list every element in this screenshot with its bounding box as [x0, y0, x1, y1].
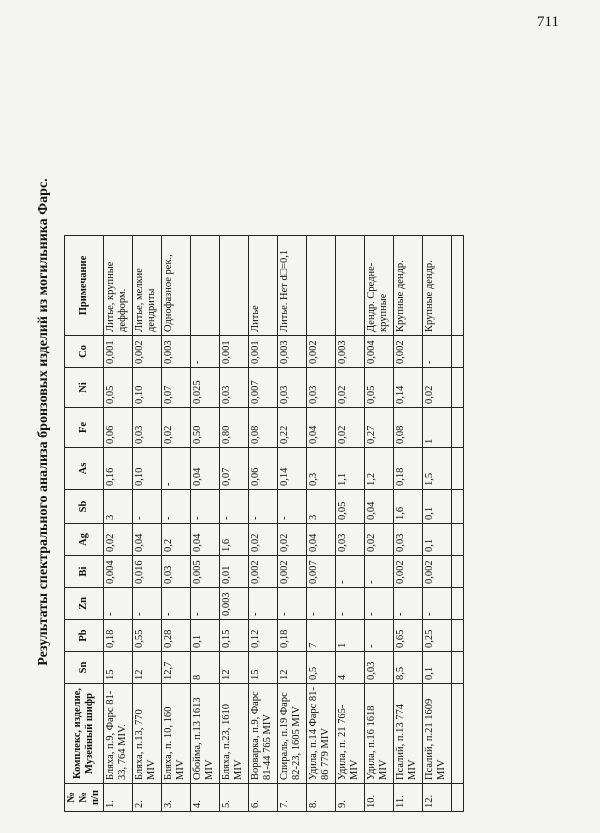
table-cell: -: [162, 490, 191, 524]
table-row: [336, 236, 365, 812]
table-cell: 0,14: [394, 368, 423, 408]
table-cell: 0,02: [249, 524, 278, 556]
table-cell: Ворварка, п.9, Фарс 81-44 765 MIV: [249, 684, 278, 784]
header-cell: Zn: [65, 588, 104, 620]
table-cell: 3: [104, 490, 133, 524]
table-cell: 0,004: [365, 336, 394, 368]
header-cell: Fe: [65, 408, 104, 448]
table-cell: 0,002: [394, 556, 423, 588]
table-cell: 0,003: [278, 336, 307, 368]
table-row: [365, 236, 394, 812]
table-cell: [220, 236, 249, 336]
table-cell: 0,10: [133, 448, 162, 490]
table-cell: -: [336, 588, 365, 620]
table-cell: 0,03: [336, 524, 365, 556]
header-cell: Sb: [65, 490, 104, 524]
table-cell: 7.: [278, 784, 307, 812]
table-cell: 0,04: [365, 490, 394, 524]
table-cell: 0,15: [220, 620, 249, 652]
table-cell: 0,3: [307, 448, 336, 490]
table-cell: 0,08: [394, 408, 423, 448]
empty-cell: [452, 652, 464, 684]
header-cell: №№ п/п: [65, 784, 104, 812]
table-cell: 0,65: [394, 620, 423, 652]
empty-cell: [452, 684, 464, 784]
table-cell: 0,001: [249, 336, 278, 368]
table-cell: 0,04: [307, 524, 336, 556]
table-cell: 9.: [336, 784, 365, 812]
table-row: [220, 236, 249, 812]
table-row: [191, 236, 220, 812]
table-cell: -: [133, 490, 162, 524]
table-cell: 0,003: [162, 336, 191, 368]
table-cell: 0,12: [249, 620, 278, 652]
table-row: [278, 236, 307, 812]
table-row: [394, 236, 423, 812]
empty-cell: [452, 490, 464, 524]
table-cell: Литье. Нет d□=0,1: [278, 236, 307, 336]
table-cell: 0,22: [278, 408, 307, 448]
table-cell: 1,2: [365, 448, 394, 490]
table-cell: 0,80: [220, 408, 249, 448]
table-cell: -: [104, 588, 133, 620]
table-cell: 0,02: [104, 524, 133, 556]
table-cell: 8,5: [394, 652, 423, 684]
table-cell: -: [162, 448, 191, 490]
table-cell: 0,28: [162, 620, 191, 652]
table-cell: 0,003: [336, 336, 365, 368]
table-cell: Бляха, п.23, 1610 MIV: [220, 684, 249, 784]
table-cell: 0,01: [220, 556, 249, 588]
table-cell: -: [394, 588, 423, 620]
table-cell: Псалий, п.21 1609 MIV: [423, 684, 452, 784]
table-cell: 0,04: [307, 408, 336, 448]
table-cell: -: [191, 588, 220, 620]
table-cell: -: [278, 490, 307, 524]
table-cell: 0,07: [162, 368, 191, 408]
table-cell: 0,04: [133, 524, 162, 556]
table-cell: Бляха, п. 10, 160 MIV: [162, 684, 191, 784]
table-cell: 0,55: [133, 620, 162, 652]
table-title: Результаты спектрального анализа бронзовых изделий из могильника Фарс.: [36, 178, 51, 666]
table-cell: 0,2: [162, 524, 191, 556]
table-cell: 1: [336, 620, 365, 652]
table-cell: 0,001: [220, 336, 249, 368]
table-cell: 11.: [394, 784, 423, 812]
table-cell: 15: [249, 652, 278, 684]
table-cell: 8: [191, 652, 220, 684]
header-cell: Pb: [65, 620, 104, 652]
table-cell: 0,1: [423, 490, 452, 524]
table-cell: 0,14: [278, 448, 307, 490]
empty-cell: [452, 556, 464, 588]
table-cell: 0,02: [336, 368, 365, 408]
table-cell: -: [162, 588, 191, 620]
header-cell: Ag: [65, 524, 104, 556]
table-cell: 0,003: [220, 588, 249, 620]
table-cell: 0,007: [307, 556, 336, 588]
table-cell: 0,1: [191, 620, 220, 652]
table-cell: 0,08: [249, 408, 278, 448]
table-cell: 2.: [133, 784, 162, 812]
table-cell: [307, 236, 336, 336]
table-cell: 0,04: [191, 448, 220, 490]
table-cell: 0,02: [365, 524, 394, 556]
table-cell: Дендр. Средне-крупные: [365, 236, 394, 336]
table-cell: Обойма, п.13 1613 MIV: [191, 684, 220, 784]
empty-cell: [452, 784, 464, 812]
table-cell: 0,02: [162, 408, 191, 448]
table-cell: 0,5: [307, 652, 336, 684]
table-cell: [191, 236, 220, 336]
table-cell: -: [423, 336, 452, 368]
table-cell: 0,03: [162, 556, 191, 588]
table-cell: 0,02: [423, 368, 452, 408]
table-cell: 10.: [365, 784, 394, 812]
table-cell: 0,004: [104, 556, 133, 588]
spectral-analysis-table: [64, 235, 464, 812]
table-cell: -: [278, 588, 307, 620]
table-cell: -: [365, 588, 394, 620]
table-cell: 0,016: [133, 556, 162, 588]
table-cell: 0,04: [191, 524, 220, 556]
table-cell: 1: [423, 408, 452, 448]
table-cell: 0,10: [133, 368, 162, 408]
table-cell: 5.: [220, 784, 249, 812]
table-row: [133, 236, 162, 812]
table-cell: Литье: [249, 236, 278, 336]
table-row: [423, 236, 452, 812]
table-cell: Однофазное рек.,: [162, 236, 191, 336]
table-cell: 6.: [249, 784, 278, 812]
header-cell: Sn: [65, 652, 104, 684]
table-cell: 0,18: [394, 448, 423, 490]
table-cell: Бляха, п.13, 770 MIV: [133, 684, 162, 784]
table-cell: Литье, мелкие дендриты: [133, 236, 162, 336]
table-cell: 0,03: [278, 368, 307, 408]
table-cell: 1,5: [423, 448, 452, 490]
table-cell: -: [336, 556, 365, 588]
table-cell: -: [191, 336, 220, 368]
table-cell: -: [365, 620, 394, 652]
page-content: [20, 22, 500, 822]
table-cell: 3: [307, 490, 336, 524]
table-cell: 0,03: [394, 524, 423, 556]
table-row: [307, 236, 336, 812]
table-cell: 0,1: [423, 524, 452, 556]
table-row: [104, 236, 133, 812]
empty-cell: [452, 336, 464, 368]
table-cell: 0,002: [423, 556, 452, 588]
table-cell: 0,1: [423, 652, 452, 684]
table-cell: 1,1: [336, 448, 365, 490]
table-cell: 0,025: [191, 368, 220, 408]
header-cell: Примечание: [65, 236, 104, 336]
table-cell: 0,002: [394, 336, 423, 368]
table-cell: 1,6: [394, 490, 423, 524]
table-cell: Спираль, п.19 Фарс 82-23, 1605 MIV: [278, 684, 307, 784]
table-cell: Крупные дендр.: [423, 236, 452, 336]
table-cell: 15: [104, 652, 133, 684]
empty-cell: [452, 408, 464, 448]
table-cell: Удила, п. 21 765-MIV: [336, 684, 365, 784]
table-cell: 0,002: [249, 556, 278, 588]
table-cell: 0,002: [278, 556, 307, 588]
table-cell: -: [133, 588, 162, 620]
table-cell: 12: [278, 652, 307, 684]
table-cell: 8.: [307, 784, 336, 812]
table-header-row: [65, 236, 104, 812]
empty-table-row: [452, 236, 464, 812]
table-cell: 0,005: [191, 556, 220, 588]
table-cell: 0,03: [365, 652, 394, 684]
table-cell: Удила, п.14 Фарс 81-86 779 MIV: [307, 684, 336, 784]
table-cell: 4: [336, 652, 365, 684]
table-row: [249, 236, 278, 812]
table-cell: 0,03: [307, 368, 336, 408]
table-cell: 4.: [191, 784, 220, 812]
table-cell: -: [365, 556, 394, 588]
table-cell: 0,27: [365, 408, 394, 448]
table-cell: Удила, п.16 1618 MIV: [365, 684, 394, 784]
table-cell: 0,002: [133, 336, 162, 368]
table-body: [104, 236, 464, 812]
table-cell: 0,03: [133, 408, 162, 448]
empty-cell: [452, 368, 464, 408]
table-cell: Литье, крупные дефформ.: [104, 236, 133, 336]
header-cell: Co: [65, 336, 104, 368]
header-cell: Bi: [65, 556, 104, 588]
table-cell: 0,002: [307, 336, 336, 368]
table-cell: 0,02: [336, 408, 365, 448]
table-cell: 0,03: [220, 368, 249, 408]
table-cell: Крупные дендр.: [394, 236, 423, 336]
table-cell: -: [249, 490, 278, 524]
table-cell: 12: [133, 652, 162, 684]
header-cell: Комплекс, изделие, Музейный шифр: [65, 684, 104, 784]
table-cell: 0,16: [104, 448, 133, 490]
table-cell: 0,06: [249, 448, 278, 490]
header-cell: Ni: [65, 368, 104, 408]
table-cell: 12: [220, 652, 249, 684]
empty-cell: [452, 588, 464, 620]
table-cell: 0,02: [278, 524, 307, 556]
table-cell: 0,50: [191, 408, 220, 448]
table-row: [162, 236, 191, 812]
table-cell: 12,7: [162, 652, 191, 684]
table-cell: 0,001: [104, 336, 133, 368]
table-cell: -: [423, 588, 452, 620]
table-cell: 1.: [104, 784, 133, 812]
table-cell: -: [307, 588, 336, 620]
table-cell: Бляха, п.9, Фарс 81-33, 764 MIV.: [104, 684, 133, 784]
table-cell: 0,05: [336, 490, 365, 524]
empty-cell: [452, 236, 464, 336]
table-cell: 7: [307, 620, 336, 652]
table-cell: -: [249, 588, 278, 620]
table-cell: 12.: [423, 784, 452, 812]
empty-cell: [452, 524, 464, 556]
table-cell: 0,05: [365, 368, 394, 408]
table-cell: 1,6: [220, 524, 249, 556]
table-cell: -: [191, 490, 220, 524]
table-cell: -: [220, 490, 249, 524]
table-cell: 0,25: [423, 620, 452, 652]
table-cell: 0,007: [249, 368, 278, 408]
empty-cell: [452, 448, 464, 490]
table-cell: 0,18: [278, 620, 307, 652]
header-cell: As: [65, 448, 104, 490]
table-cell: 3.: [162, 784, 191, 812]
table-cell: 0,05: [104, 368, 133, 408]
rotated-page-scan: [20, 22, 500, 822]
table-cell: 0,06: [104, 408, 133, 448]
table-cell: 0,18: [104, 620, 133, 652]
table-cell: 0,07: [220, 448, 249, 490]
table-cell: [336, 236, 365, 336]
table-cell: Псалий, п.13 774 MIV: [394, 684, 423, 784]
page-number: 711: [537, 14, 559, 30]
empty-cell: [452, 620, 464, 652]
